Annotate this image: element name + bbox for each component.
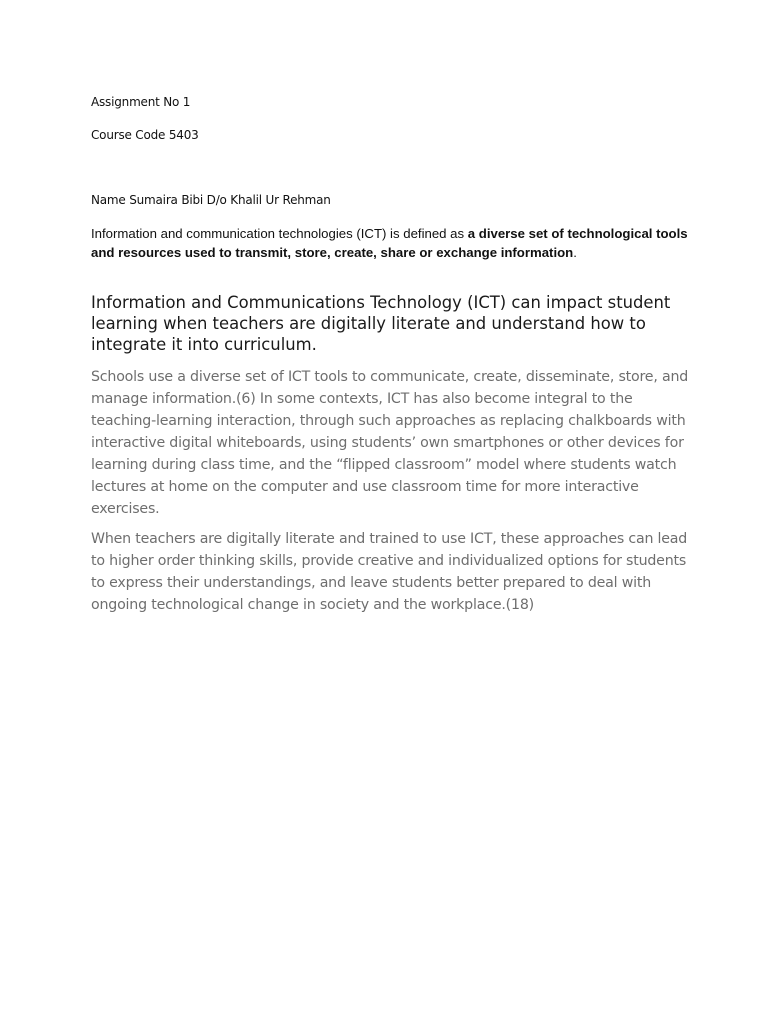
student-name: Name Sumaira Bibi D/o Khalil Ur Rehman xyxy=(91,193,331,207)
assignment-number: Assignment No 1 xyxy=(91,95,191,109)
definition-tail: . xyxy=(573,245,577,260)
paragraph-ict-tools: Schools use a diverse set of ICT tools to communicate, create, disseminate, store, and manage information.(6) In some contexts, ICT has also become integral to the teaching-learning interaction, through such approaches as replacing chalkboards with interactive digital whiteboards, using students’ own smartphones or other devices for learning during class time, and the “flipped classroom” model where students watch lectures at home on the computer and use classroom time for more interactive exercises. xyxy=(91,369,689,517)
definition-lead: Information and communication technologies (ICT) is defined as xyxy=(91,226,468,241)
section-heading: Information and Communications Technology (ICT) can impact student learning when teachers are digitally literate and understand how to integrate it into curriculum. xyxy=(91,293,671,354)
definition-bold: a diverse set of technological tools and resources used to transmit, store, create, share or exchange information xyxy=(91,226,688,260)
paragraph-teachers: When teachers are digitally literate and trained to use ICT, these approaches can lead to higher order thinking skills, provide creative and individualized options for students to express their understandings, and leave students better prepared to deal with ongoing technological change in society and the workplace.(18) xyxy=(91,531,688,613)
ict-definition xyxy=(91,224,691,262)
course-code: Course Code 5403 xyxy=(91,128,199,142)
